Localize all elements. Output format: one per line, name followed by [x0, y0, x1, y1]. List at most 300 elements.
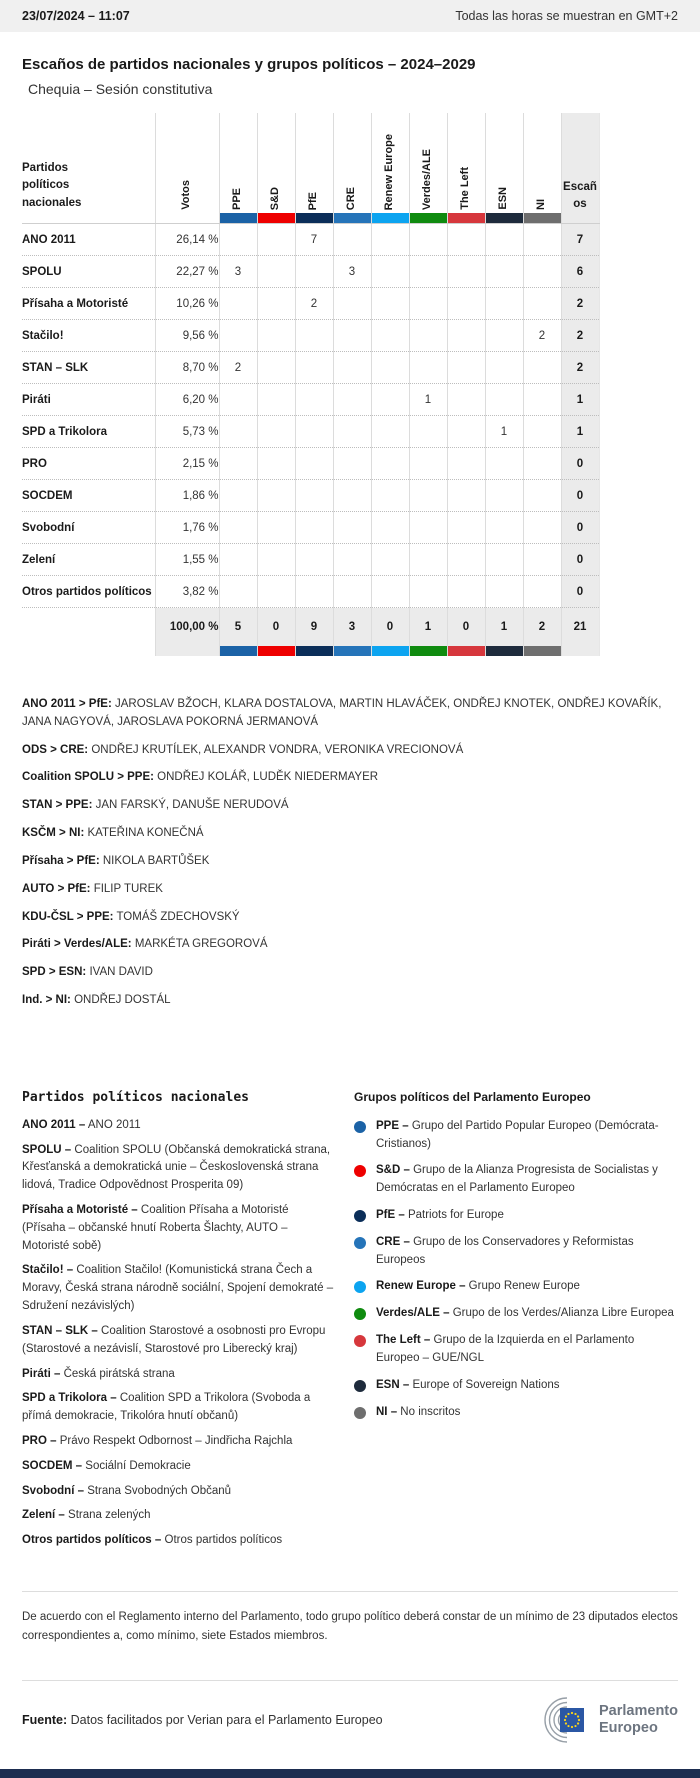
party-name-cell: STAN – SLK	[22, 352, 155, 384]
seat-count-cell	[371, 256, 409, 288]
seat-count-cell	[219, 384, 257, 416]
member-entry	[22, 769, 678, 787]
group-color-band	[409, 213, 447, 224]
seat-count-cell	[371, 288, 409, 320]
seat-count-cell	[523, 288, 561, 320]
seat-count-cell	[409, 544, 447, 576]
member-entry-names: JAROSLAV BŽOCH, KLARA DOSTALOVA, MARTIN HLAVÁČEK, ONDŘEJ KNOTEK, ONDŘEJ KOVAŘÍK, JANA NAGYOVÁ, JAROSLAVA POKORNÁ JERMANOVÁ	[22, 698, 662, 728]
rules-note: De acuerdo con el Reglamento interno del Parlamento, todo grupo político deberá constar de un mínimo de 23 diputados electos correspondientes a, como mínimo, siete Estados miembros.	[22, 1611, 678, 1642]
legend-group-desc: Grupo de la Izquierda en el Parlamento Europeo – GUE/NGL	[376, 1334, 635, 1364]
member-entry-names: TOMÁŠ ZDECHOVSKÝ	[116, 910, 240, 923]
group-color-band	[523, 213, 561, 224]
legend-text	[376, 1404, 460, 1422]
political-groups-section	[354, 1090, 678, 1557]
band-seats-cell	[561, 213, 599, 224]
seat-count-cell	[485, 512, 523, 544]
seat-count-cell	[219, 288, 257, 320]
table-row	[22, 544, 599, 576]
legend-item	[354, 1207, 678, 1225]
legend-group-abbr: CRE –	[376, 1235, 410, 1248]
member-entry-label: ODS > CRE:	[22, 743, 89, 756]
definitions-columns	[22, 1090, 678, 1557]
seats-column-header-cell	[561, 113, 599, 213]
party-definition-desc: Otros partidos políticos	[164, 1534, 283, 1547]
seat-count-cell	[257, 512, 295, 544]
seat-count-cell: 3	[333, 256, 371, 288]
seat-count-cell	[409, 256, 447, 288]
seat-count-cell	[257, 352, 295, 384]
seat-count-cell	[523, 544, 561, 576]
member-entry-label: SPD > ESN:	[22, 966, 87, 979]
party-definition	[22, 1366, 334, 1384]
group-color-band	[485, 646, 523, 656]
seat-count-cell	[409, 416, 447, 448]
group-column-header: Verdes/ALE	[420, 148, 433, 210]
divider	[22, 1680, 678, 1681]
group-color-band	[219, 646, 257, 656]
member-entry	[22, 964, 678, 982]
total-seats-cell: 0	[561, 480, 599, 512]
votes-cell: 1,55 %	[155, 544, 219, 576]
table-row	[22, 448, 599, 480]
seat-count-cell	[447, 576, 485, 608]
group-color-dot	[354, 1121, 366, 1133]
party-name-cell: Zelení	[22, 544, 155, 576]
source-row	[22, 1695, 678, 1769]
seat-count-cell	[257, 288, 295, 320]
legend-item	[354, 1332, 678, 1368]
seat-count-cell	[409, 288, 447, 320]
table-row	[22, 576, 599, 608]
party-name-cell: ANO 2011	[22, 224, 155, 256]
totals-seat-cell: 1	[409, 608, 447, 647]
member-entry	[22, 881, 678, 899]
seat-count-cell	[523, 448, 561, 480]
group-column-header-cell	[333, 113, 371, 213]
member-entry	[22, 909, 678, 927]
seat-count-cell	[523, 352, 561, 384]
party-definition	[22, 1507, 334, 1525]
member-entry	[22, 742, 678, 760]
seat-count-cell	[409, 576, 447, 608]
group-color-band	[485, 213, 523, 224]
seat-count-cell	[409, 512, 447, 544]
group-color-band	[257, 213, 295, 224]
seat-count-cell	[257, 224, 295, 256]
party-definition-name: SPD a Trikolora –	[22, 1392, 117, 1405]
member-entry-label: AUTO > PfE:	[22, 882, 91, 895]
legend-text	[376, 1162, 678, 1198]
table-row	[22, 416, 599, 448]
legend-item	[354, 1377, 678, 1395]
party-definition-desc: Právo Respekt Odbornost – Jindřicha Rajchla	[59, 1434, 293, 1447]
party-definition-name: Svobodní –	[22, 1484, 84, 1497]
total-seats-cell: 0	[561, 448, 599, 480]
member-entry-names: ONDŘEJ KRUTÍLEK, ALEXANDR VONDRA, VERONIKA VRECIONOVÁ	[91, 743, 464, 756]
totals-seat-cell: 0	[371, 608, 409, 647]
member-entry-label: ANO 2011 > PfE:	[22, 698, 112, 710]
group-column-header-cell	[447, 113, 485, 213]
total-seats-cell: 2	[561, 320, 599, 352]
seat-count-cell	[257, 544, 295, 576]
group-color-band	[409, 646, 447, 656]
legend-text	[376, 1278, 580, 1296]
group-column-header-cell	[523, 113, 561, 213]
seat-count-cell	[219, 224, 257, 256]
total-seats-cell: 0	[561, 544, 599, 576]
group-column-header: NI	[534, 199, 547, 210]
legend-text	[376, 1377, 560, 1395]
band-seats-cell	[561, 646, 599, 656]
party-definition-desc: Sociální Demokracie	[85, 1459, 191, 1472]
seat-count-cell	[523, 224, 561, 256]
group-column-header: PPE	[230, 187, 243, 210]
party-column-header-cell	[22, 113, 155, 213]
party-definition-name: STAN – SLK –	[22, 1324, 98, 1337]
group-color-dot	[354, 1210, 366, 1222]
legend-group-abbr: PfE –	[376, 1209, 405, 1221]
seat-count-cell	[333, 448, 371, 480]
seat-count-cell	[447, 320, 485, 352]
seat-count-cell	[523, 416, 561, 448]
group-color-band-row	[22, 213, 599, 224]
legend-item	[354, 1404, 678, 1422]
votes-cell: 1,86 %	[155, 480, 219, 512]
group-color-band	[523, 646, 561, 656]
seat-count-cell	[257, 384, 295, 416]
group-column-header: CRE	[344, 186, 357, 210]
party-definition-desc: Coalition SPOLU (Občanská demokratická strana, Křesťanská a demokratická unie – Československá strana lidová, Tradice Odpovědnost Prosperita 09)	[22, 1143, 331, 1192]
band-votes-cell	[155, 213, 219, 224]
party-name-cell: SPD a Trikolora	[22, 416, 155, 448]
party-definition-desc: Strana Svobodných Občanů	[87, 1484, 232, 1497]
seat-count-cell	[333, 576, 371, 608]
seat-count-cell	[295, 384, 333, 416]
page-title: Escaños de partidos nacionales y grupos políticos – 2024–2029	[22, 56, 476, 73]
party-column-header: Partidos políticos nacionales	[22, 161, 82, 210]
member-entry	[22, 696, 678, 732]
seat-count-cell	[219, 320, 257, 352]
group-column-header-cell	[371, 113, 409, 213]
seat-count-cell	[447, 448, 485, 480]
seat-count-cell	[333, 416, 371, 448]
seat-count-cell	[371, 320, 409, 352]
seat-count-cell	[371, 448, 409, 480]
party-definition-desc: Česká pirátská strana	[63, 1367, 175, 1380]
totals-row	[22, 608, 599, 647]
party-definition	[22, 1323, 334, 1359]
group-color-band	[219, 213, 257, 224]
seat-count-cell	[257, 448, 295, 480]
total-seats-cell: 1	[561, 384, 599, 416]
seat-count-cell	[295, 480, 333, 512]
legend-group-desc: Grupo de los Conservadores y Reformistas Europeos	[376, 1235, 634, 1266]
ep-logo	[529, 1695, 678, 1745]
datetime-label: 23/07/2024 – 11:07	[22, 9, 130, 23]
legend-group-abbr: Verdes/ALE –	[376, 1307, 450, 1320]
seat-count-cell	[333, 352, 371, 384]
party-definition-desc: Coalition Stačilo! (Komunistická strana Čech a Moravy, Česká strana národně sociální, Spojení demokraté – Sdružení nezávislých)	[22, 1264, 334, 1313]
seat-count-cell	[295, 320, 333, 352]
member-entry-names: ONDŘEJ KOLÁŘ, LUDĚK NIEDERMAYER	[157, 771, 379, 784]
seat-count-cell	[447, 288, 485, 320]
seats-column-header: Escaños	[563, 180, 597, 210]
band-votes-cell	[155, 646, 219, 656]
seat-count-cell	[295, 544, 333, 576]
party-definition-name: Přísaha a Motoristé –	[22, 1204, 138, 1216]
member-entry-label: Ind. > NI:	[22, 993, 71, 1006]
group-color-band	[371, 213, 409, 224]
member-entry-label: Coalition SPOLU > PPE:	[22, 771, 154, 784]
votes-cell: 3,82 %	[155, 576, 219, 608]
total-seats-cell: 1	[561, 416, 599, 448]
legend-group-desc: Grupo Renew Europe	[468, 1280, 580, 1293]
seat-count-cell	[447, 544, 485, 576]
votes-column-header: Votos	[179, 180, 192, 210]
divider	[22, 1591, 678, 1592]
ep-hemicycle-icon	[529, 1695, 593, 1745]
group-column-header: PfE	[306, 191, 319, 210]
votes-cell: 26,14 %	[155, 224, 219, 256]
group-column-header: The Left	[458, 167, 471, 210]
group-column-header-cell	[409, 113, 447, 213]
total-seats-cell: 6	[561, 256, 599, 288]
group-color-dot	[354, 1335, 366, 1347]
group-color-band-row	[22, 646, 599, 656]
group-color-band	[257, 646, 295, 656]
band-spacer-cell	[22, 646, 155, 656]
votes-cell: 1,76 %	[155, 512, 219, 544]
seat-count-cell	[333, 384, 371, 416]
group-column-header-cell	[219, 113, 257, 213]
seat-count-cell: 2	[219, 352, 257, 384]
legend-text	[376, 1118, 678, 1154]
seat-count-cell	[523, 576, 561, 608]
group-color-band	[333, 213, 371, 224]
group-color-band	[371, 646, 409, 656]
totals-seat-cell: 3	[333, 608, 371, 647]
seat-count-cell	[409, 224, 447, 256]
legend-text	[376, 1207, 504, 1225]
legend-group-desc: Grupo de los Verdes/Alianza Libre Europea	[452, 1307, 674, 1320]
seat-count-cell	[371, 512, 409, 544]
member-entry-names: NIKOLA BARTŮŠEK	[102, 854, 210, 867]
party-definition-desc: Coalition Přísaha a Motoristé (Přísaha – občanské hnutí Roberta Šlachty, AUTO – Motoristé sobě)	[22, 1204, 289, 1252]
member-entry	[22, 853, 678, 871]
party-name-cell: Přísaha a Motoristé	[22, 288, 155, 320]
table-row	[22, 256, 599, 288]
seats-table	[22, 113, 600, 656]
seat-count-cell	[447, 480, 485, 512]
seat-count-cell	[523, 512, 561, 544]
legend-text	[376, 1332, 678, 1368]
legend-item	[354, 1305, 678, 1323]
total-seats-cell: 0	[561, 576, 599, 608]
seat-count-cell	[295, 448, 333, 480]
member-entry-names: KATEŘINA KONEČNÁ	[87, 827, 204, 840]
legend-group-desc: Europe of Sovereign Nations	[412, 1378, 560, 1391]
seat-count-cell	[485, 480, 523, 512]
member-entry-names: FILIP TUREK	[93, 882, 163, 895]
seat-count-cell	[409, 352, 447, 384]
group-color-dot	[354, 1380, 366, 1392]
seat-count-cell	[219, 416, 257, 448]
party-definition	[22, 1433, 334, 1451]
source-text: Datos facilitados por Verian para el Parlamento Europeo	[70, 1712, 383, 1727]
legend-item	[354, 1162, 678, 1198]
party-name-cell: SPOLU	[22, 256, 155, 288]
seat-count-cell: 1	[485, 416, 523, 448]
seat-count-cell	[485, 384, 523, 416]
group-color-dot	[354, 1308, 366, 1320]
legend-text	[376, 1305, 674, 1323]
seat-count-cell: 1	[409, 384, 447, 416]
seat-count-cell	[257, 416, 295, 448]
party-definition-name: Otros partidos políticos –	[22, 1534, 162, 1547]
group-column-header-cell	[295, 113, 333, 213]
party-definition-name: Zelení –	[22, 1509, 65, 1522]
total-seats-cell: 0	[561, 512, 599, 544]
party-definition-desc: ANO 2011	[87, 1118, 141, 1131]
table-row	[22, 224, 599, 256]
seat-count-cell	[485, 448, 523, 480]
group-column-header-cell	[485, 113, 523, 213]
seat-count-cell	[219, 480, 257, 512]
seat-count-cell	[257, 256, 295, 288]
seat-count-cell	[333, 512, 371, 544]
seat-count-cell	[371, 544, 409, 576]
votes-cell: 5,73 %	[155, 416, 219, 448]
member-entry-names: ONDŘEJ DOSTÁL	[74, 993, 171, 1006]
member-entry-label: Piráti > Verdes/ALE:	[22, 938, 132, 951]
party-definition	[22, 1390, 334, 1426]
seat-count-cell	[371, 352, 409, 384]
table-row	[22, 320, 599, 352]
legend-group-desc: Patriots for Europe	[407, 1209, 504, 1221]
group-color-band	[295, 646, 333, 656]
votes-cell: 8,70 %	[155, 352, 219, 384]
group-color-band	[333, 646, 371, 656]
party-definition-name: Piráti –	[22, 1367, 61, 1380]
seat-count-cell	[219, 576, 257, 608]
table-row	[22, 512, 599, 544]
party-definition	[22, 1532, 334, 1550]
group-color-band	[447, 213, 485, 224]
seat-count-cell	[257, 320, 295, 352]
bottom-bar	[0, 1769, 700, 1778]
seat-count-cell	[523, 256, 561, 288]
seat-count-cell	[295, 256, 333, 288]
source-label: Fuente:	[22, 1712, 68, 1727]
party-definition	[22, 1142, 334, 1195]
main-content	[0, 32, 700, 1769]
seat-count-cell	[219, 544, 257, 576]
seat-count-cell	[409, 320, 447, 352]
party-definition-name: SPOLU –	[22, 1143, 72, 1156]
seat-count-cell	[447, 416, 485, 448]
group-color-dot	[354, 1165, 366, 1177]
group-column-header: S&D	[268, 186, 281, 210]
seat-count-cell	[485, 224, 523, 256]
seat-count-cell	[447, 224, 485, 256]
group-color-dot	[354, 1407, 366, 1419]
legend-group-abbr: NI –	[376, 1405, 398, 1418]
seat-count-cell	[485, 576, 523, 608]
seat-count-cell	[333, 288, 371, 320]
seat-count-cell	[333, 224, 371, 256]
seat-count-cell	[447, 384, 485, 416]
member-entry-names: JAN FARSKÝ, DANUŠE NERUDOVÁ	[95, 799, 289, 812]
seat-count-cell	[523, 384, 561, 416]
seat-count-cell	[485, 288, 523, 320]
seat-count-cell	[447, 512, 485, 544]
seat-count-cell	[409, 448, 447, 480]
totals-total-cell: 21	[561, 608, 599, 647]
party-definition	[22, 1117, 334, 1135]
national-parties-section	[22, 1090, 334, 1557]
seat-count-cell: 7	[295, 224, 333, 256]
legend-item	[354, 1278, 678, 1296]
timezone-note: Todas las horas se muestran en GMT+2	[455, 9, 678, 23]
seat-count-cell	[371, 224, 409, 256]
party-definition	[22, 1262, 334, 1315]
member-entry-names: MARKÉTA GREGOROVÁ	[134, 938, 268, 951]
member-entry	[22, 992, 678, 1010]
seat-count-cell	[333, 320, 371, 352]
seat-count-cell	[371, 480, 409, 512]
legend-group-desc: No inscritos	[400, 1405, 461, 1418]
band-spacer-cell	[22, 213, 155, 224]
votes-cell: 22,27 %	[155, 256, 219, 288]
votes-column-header-cell	[155, 113, 219, 213]
seat-count-cell	[371, 576, 409, 608]
ep-logo-line2: Europeo	[599, 1719, 658, 1736]
totals-spacer-cell	[22, 608, 155, 647]
seat-count-cell	[371, 384, 409, 416]
member-entry-label: KDU-ČSL > PPE:	[22, 910, 114, 923]
member-entry-label: Přísaha > PfE:	[22, 854, 100, 867]
seat-count-cell	[295, 416, 333, 448]
seat-count-cell	[485, 256, 523, 288]
seat-count-cell	[333, 480, 371, 512]
seat-count-cell	[257, 576, 295, 608]
seat-count-cell: 2	[295, 288, 333, 320]
party-definition-name: Stačilo! –	[22, 1264, 74, 1277]
legend-text	[376, 1234, 678, 1270]
member-entry	[22, 825, 678, 843]
table-row	[22, 288, 599, 320]
legend-group-abbr: PPE –	[376, 1119, 409, 1132]
member-entry	[22, 936, 678, 954]
party-definition-name: ANO 2011 –	[22, 1118, 86, 1131]
member-entry-names: IVAN DAVID	[89, 966, 153, 979]
party-name-cell: Stačilo!	[22, 320, 155, 352]
source-line	[22, 1713, 383, 1727]
party-definition	[22, 1483, 334, 1501]
seat-count-cell	[295, 352, 333, 384]
member-entry	[22, 797, 678, 815]
party-definition-desc: Coalition Starostové a osobnosti pro Evropu (Starostové a nezávislí, Starostové pro Liberecký kraj)	[22, 1324, 326, 1355]
total-seats-cell: 7	[561, 224, 599, 256]
seat-count-cell	[333, 544, 371, 576]
totals-seat-cell: 0	[447, 608, 485, 647]
group-column-header-cell	[257, 113, 295, 213]
seat-count-cell	[485, 352, 523, 384]
group-column-header: ESN	[496, 187, 509, 210]
votes-cell: 2,15 %	[155, 448, 219, 480]
party-definition-desc: Coalition SPD a Trikolora (Svoboda a přímá demokracie, Trikolóra hnutí občanů)	[22, 1392, 311, 1423]
page-subtitle: Chequia – Sesión constitutiva	[28, 81, 213, 97]
